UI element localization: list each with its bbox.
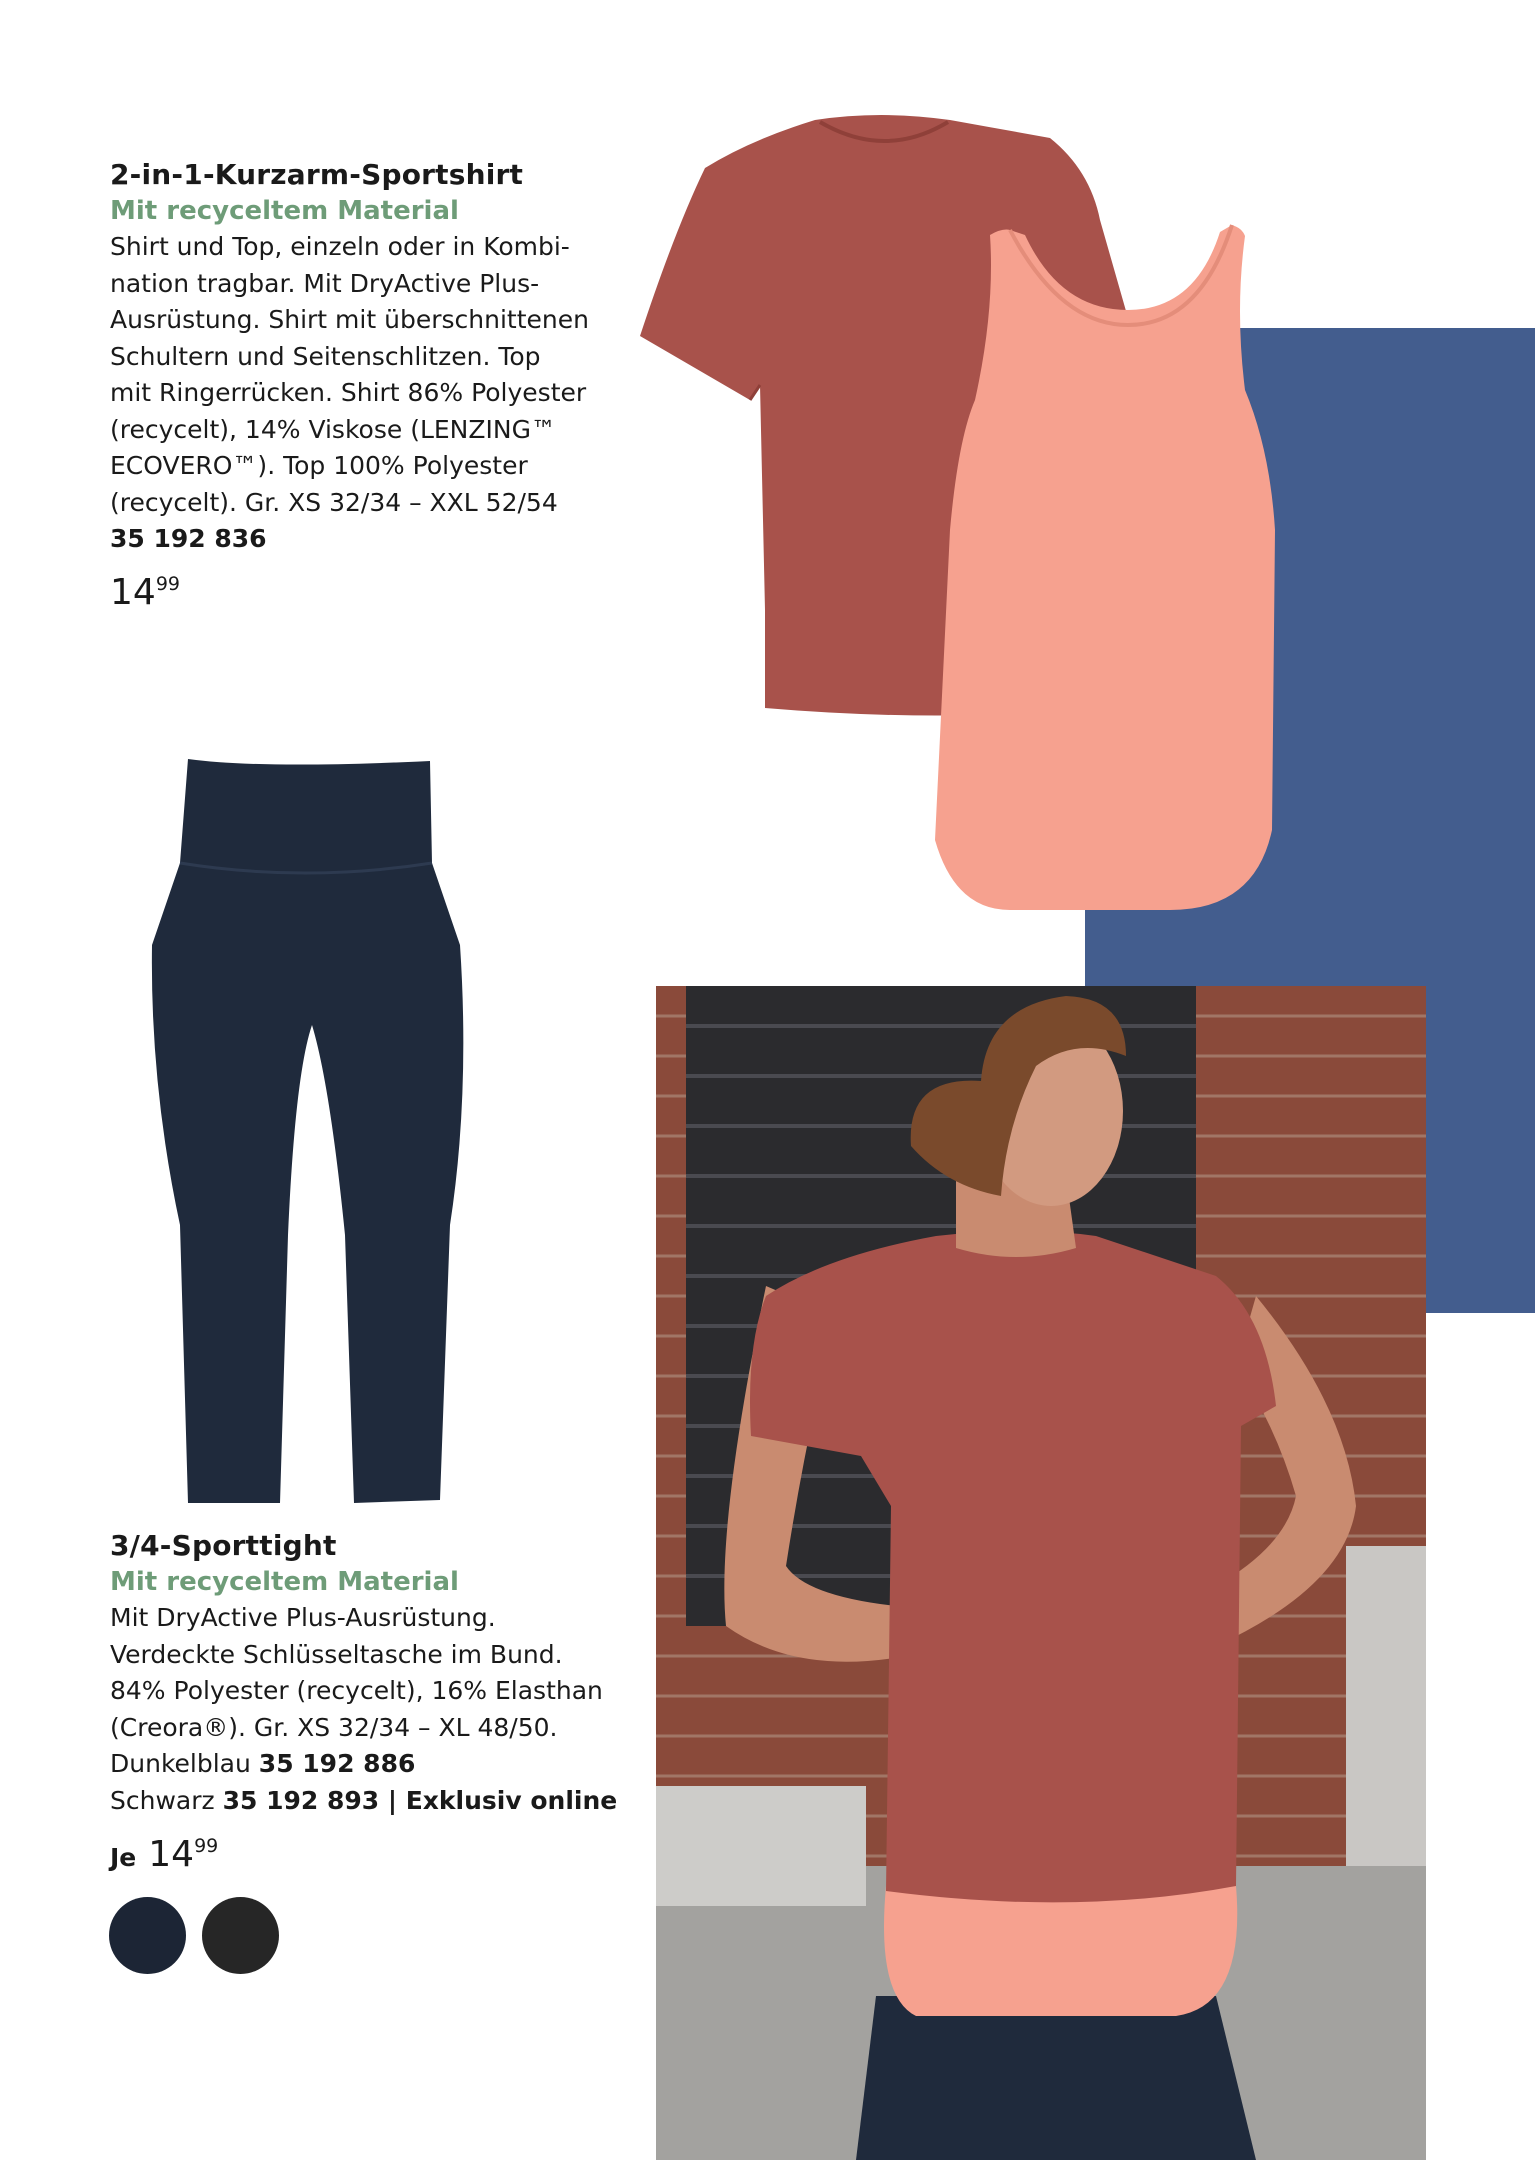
model-photo bbox=[656, 986, 1426, 2160]
product-sku: 35 192 836 bbox=[110, 524, 267, 553]
product-sportshirt bbox=[110, 157, 630, 618]
color-swatch-schwarz[interactable] bbox=[202, 1897, 279, 1974]
variant-color: Schwarz bbox=[110, 1785, 215, 1815]
color-swatch-dunkelblau[interactable] bbox=[109, 1897, 186, 1974]
price-main: 14 bbox=[110, 572, 156, 613]
variant-sku: 35 192 886 bbox=[258, 1749, 416, 1778]
variant-color: Dunkelblau bbox=[110, 1749, 251, 1778]
variant-dunkelblau bbox=[110, 1746, 630, 1783]
price-prefix: Je bbox=[110, 1843, 137, 1872]
variant-schwarz bbox=[110, 1783, 630, 1820]
sport-tight-image bbox=[140, 755, 480, 1515]
variant-sku: 35 192 893 | Exklusiv online bbox=[222, 1785, 618, 1815]
product-subtitle: Mit recyceltem Material bbox=[110, 1567, 459, 1597]
product-description: Mit DryActive Plus-Ausrüstung. Verdeckte Schlüsseltasche im Bund. 84% Polyester (recycelt), 16% Elasthan (Creora®). Gr. XS 32/34 – XL 48/50. bbox=[110, 1603, 603, 1742]
price-main: 14 bbox=[148, 1834, 195, 1875]
product-title: 3/4-Sporttight bbox=[110, 1529, 337, 1562]
product-subtitle: Mit recyceltem Material bbox=[110, 196, 459, 226]
price-cents: 99 bbox=[155, 573, 180, 595]
product-sporttight bbox=[110, 1528, 630, 1880]
shirt-and-top-image bbox=[630, 110, 1290, 940]
price-cents: 99 bbox=[194, 1835, 219, 1857]
product-price bbox=[110, 1835, 630, 1880]
product-title: 2-in-1-Kurzarm-Sportshirt bbox=[110, 158, 524, 191]
product-description: Shirt und Top, einzeln oder in Kombi- nation tragbar. Mit DryActive Plus- Ausrüstung. Shirt mit überschnittenen Schultern und Seitenschlitzen. Top mit Ringerrücken. Shirt 86% Polyester (recycelt), 14% Viskose (LENZING™ ECOVERO™). Top 100% Polyester (recycelt). Gr. XS 32/34 – XXL 52/54 bbox=[110, 232, 589, 517]
product-price bbox=[110, 573, 630, 618]
